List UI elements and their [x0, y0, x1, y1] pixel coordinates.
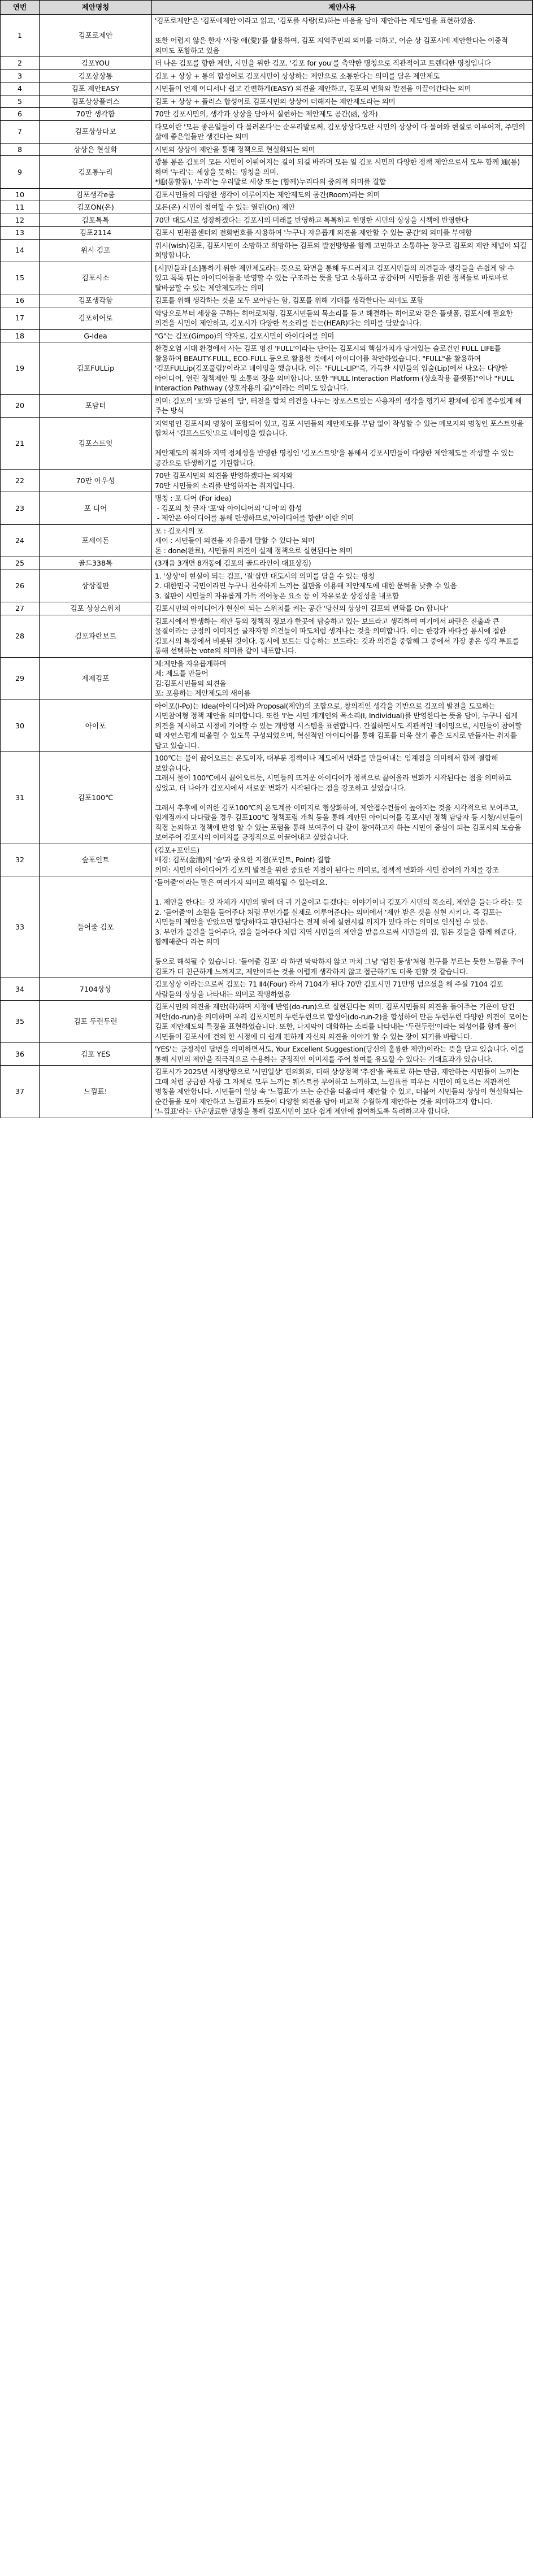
proposal-reason: 광통 통은 김포의 모든 시민이 이뤄어지는 길이 되길 바라며 모든 일 김포 시민의 다양한 정책 제안으로서 모두 함께 通(통)하며 '누리'는 세상을 뜻하는 명칭을 의미. *通(통할통), '누리'는 우리말로 세상 또는 (함께)누리다의 중의적 의미를 결합: [155, 158, 520, 186]
table-row: [1, 95, 533, 108]
proposal-name: 위시 김포: [40, 239, 152, 262]
proposal-name: 김포2114: [40, 227, 152, 240]
proposal-reason-cell: [152, 978, 533, 1001]
table-row: [1, 329, 533, 342]
proposal-reason: 의미: 김포의 '포'와 담론의 '담', 터전을 합쳐 의견을 나누는 장포스트있는 사용자의 생각을 형기서 활체에 쉽게 볼수있게 해 주는 방식: [155, 396, 524, 415]
proposal-reason: 'YES'는 긍정적인 답변을 의미하면서도, Your Excellent Suggestion(당신의 훌륭한 제안)이라는 뜻을 담고 있습니다. 이를 통해 시민의 제안을 적극적으로 수용하는 긍정적인 이미지를 주어 참여를 유도할 수 있다는 기대효과가 있습니다.: [155, 1045, 527, 1063]
header-row: [1, 1, 533, 15]
proposal-reason: '들어줄'이라는 말은 여러가지 의미로 해석될 수 있는데요. 1. 제안을 한다는 것 자체가 시민의 말에 더 귀 기울이고 듣겠다는 이야기이니 김포가 시민의 목소리, 제안을 들는다 라는 뜻 2. '들어줄'이 소원을 들어주다 처럼 무언가를 실제로 이루어준다는 의미에서 '제안 받은 것을 실현 시키다. 즉 김포는 시민들의 제안을 받았으면 합당하다고 판단된다는 전제 하에 실현시킬 의지가 있다 라는 의미로 인식될 수 있음. 3. 무언가 물건을 들어주다, 짐을 들어주다 처럼 지역 시민들의 제안을 받음으로써 시민들의 짐, 힘든 것들을 함께 해준다, 함께해준다 라는 의미 등으로 해석될 수 있습니다. '들어줄 김포' 라 하면 막막하지 않고 마치 그냥 '엄친 동생'처럼 친구를 부르는 듯한 느낌을 주어 김포가 더 친근하게 느껴지고, 제안이라는 것을 어렵게 생각하지 않고 접근하기도 더욱 편할 것 같습니다.: [155, 878, 524, 976]
table-row: [1, 262, 533, 294]
proposal-name: 느낌표!: [40, 1066, 152, 1118]
proposal-reason: [시]민들과 [소]통하기 위한 제안제도라는 뜻으로 화면을 통해 두드러지고 김포시민들의 의견들과 생각들을 손쉽게 알 수 있고 톡톡 튀는 아이디어들을 반영할 수 있는 구조라는 뜻을 담고 소통하고 공감하며 시민들을 위한 정책들로 바로바로 탈바꿈할 수 있는 제안제도라는 의미: [155, 263, 516, 292]
proposal-name: 70만 아우성: [40, 470, 152, 492]
proposal-reason: 김포시가 2025년 시정방향으로 '시민일상' 편의화와, 더해 상상정책 '추진'을 목표로 하는 만큼, 제안하는 시민들이 느끼는 그때 처럼 궁금한 사항 그 자체로 모두 느끼는 퀘스트를 부여하고 느끼하고, 느낌표를 띠우는 시민이 떠오르는 직관적인 명칭을 제안합니다. 시민들이 일상 속 '느낌표'가 뜨는 순간을 떠올리며 제안할 수 있고, 더불어 시민들의 상상이 현실화되는 순간들을 모아 제안하고 느낌표가 뜨듯이 다양한 의견을 담아 비교적 수월하게 제안하는 것을 의미하고자 합니다. '느낌표'라는 단순명료한 명칭을 통해 김포시민이 보다 쉽게 제안에 참여하도록 독려하고자 합니다.: [155, 1067, 525, 1115]
table-row: [1, 978, 533, 1001]
proposal-reason-cell: [152, 1043, 533, 1066]
proposal-name: 김포로제안: [40, 15, 152, 57]
row-number: 16: [1, 294, 40, 307]
proposal-reason-cell: [152, 239, 533, 262]
row-number: 21: [1, 417, 40, 470]
proposal-reason-cell: [152, 342, 533, 395]
proposal-reason-cell: [152, 524, 533, 557]
table-row: [1, 156, 533, 189]
table-row: [1, 752, 533, 844]
proposal-reason: 김포시 민원콜센터의 전화번호를 사용하여 '누구나 자유롭게 의견을 제안할 수 있는 공간'의 의미를 부여함: [155, 228, 472, 237]
table-row: [1, 227, 533, 240]
row-number: 29: [1, 657, 40, 700]
table-row: [1, 602, 533, 615]
proposal-reason-cell: [152, 1066, 533, 1118]
proposal-name: 김포상상플러스: [40, 95, 152, 108]
proposal-reason-cell: [152, 329, 533, 342]
row-number: 19: [1, 342, 40, 395]
table-row: [1, 615, 533, 657]
header-desc: 제안사유: [152, 1, 533, 15]
proposal-name: 포 디어: [40, 492, 152, 525]
proposal-reason-cell: [152, 156, 533, 189]
proposal-reason: 김포시민의 아이디어가 현실이 되는 스위치를 켜는 공간 '당신의 상상이 김포의 변화를 On 합니다': [155, 604, 448, 612]
proposal-reason-cell: [152, 214, 533, 227]
proposal-reason: 김포 + 상상 + 플러스 합성어로 김포시민의 상상이 더해지는 제안제도라는 의미: [155, 97, 396, 106]
proposal-reason-cell: [152, 262, 533, 294]
proposal-reason-cell: [152, 844, 533, 876]
proposal-reason: 지역명인 김포시의 명칭이 포함되어 있고, 김포 시민들의 제안제도를 부담 없이 작성할 수 있는 메모지의 명칭인 포스트잇을 합쳐서 '김포스트잇'으로 네이밍을 했습니다. 제안제도의 취지와 지역 정체성을 반영한 명칭인 '김포스트잇'을 통해서 김포시민들이 다양한 제안제도를 작성할 수 있는 공간으로 탄생하기를 기원합니다.: [155, 419, 524, 467]
table-row: [1, 1001, 533, 1043]
proposal-reason: 제:제안을 자유롭게하며 제: 제도를 만들어 김:김포시민들의 의견을 포: 포용하는 제안제도의 새이름: [155, 659, 251, 697]
row-number: 37: [1, 1066, 40, 1118]
row-number: 9: [1, 156, 40, 189]
proposal-name: 김포 상상스위치: [40, 602, 152, 615]
table-row: [1, 120, 533, 143]
proposal-reason-cell: [152, 700, 533, 752]
proposal-name: 김포상상통: [40, 69, 152, 82]
proposal-reason: 김포시민들의 다양한 생각이 이루어지는 제안제도의 공간(Room)라는 의미: [155, 190, 380, 199]
proposal-reason-cell: [152, 557, 533, 570]
proposal-reason-cell: [152, 615, 533, 657]
proposal-reason: 환경오염 시대 환경에서 사는 김포 명진 'FULL'이라는 단어는 김포시의 핵심가치가 담겨있는 슬로건인 FULL LIFE를 활용하여 BEAUTY-FULL, ECO-FULL 등으로 활용한 것에서 아이디어를 착안하였습니다. "FULL"을 활용하여 '김포FULLip(김포풀립)'이라고 네이밍을 했습니다. 이는 "FULL-LIP"즉, 가득찬 시민들의 입술(Lip)에서 나오는 다양한 아이디어, 열린 정책제안 및 소통의 장을 의미합니다. 또한 "FULL Interaction Platform (상호작용 플랫폼)"이나 "FULL Interaction Pathway (상호작용의 길)"이라는 의미도 있습니다.: [155, 344, 516, 392]
table-row: [1, 394, 533, 417]
proposal-reason: 김포를 위해 생각하는 것을 모두 모아담는 함, 김포를 위해 기대를 생각한다는 의미도 포함: [155, 296, 424, 305]
row-number: 4: [1, 82, 40, 95]
proposal-reason-cell: [152, 108, 533, 121]
proposal-reason: 김포시민의 의견을 제안(하)하며 시정에 반영(do-run)으로 실현된다는 의미. 김포시민들의 의견을 들어주는 기운이 담긴 제안(do-run)을 의미하며 우리 김포시민의 두런두런으로 합성어(do-run-2)을 합성하여 만든 두런두런 다양한 의견이 모이는 김포 제안제도의 특징을 표현하였습니다. 또한, 나지막이 대화하는 소리를 나타내는 '두런두런'이라는 의성어를 함께 품어 시민들이 김포시에 건의 한 시정에 더 쉽게 편하게 자신의 의견을 이야기 할 수 있는 장이 되기를 바랍니다.: [155, 1002, 531, 1041]
proposal-name: 김포톡톡: [40, 214, 152, 227]
proposal-reason-cell: [152, 657, 533, 700]
proposal-reason-cell: [152, 188, 533, 201]
proposal-reason: 시민들이 언제 어디서나 쉽고 간편하게(EASY) 의견을 제안하고, 김포의 변화와 발전을 이끌어간다는 의미: [155, 84, 471, 93]
proposal-name: 김포ON(온): [40, 201, 152, 214]
proposal-name: 김포통누리: [40, 156, 152, 189]
proposal-name: 김포스트잇: [40, 417, 152, 470]
row-number: 32: [1, 844, 40, 876]
row-number: 10: [1, 188, 40, 201]
proposal-reason-cell: [152, 95, 533, 108]
table-row: [1, 69, 533, 82]
table-row: [1, 1066, 533, 1118]
proposal-reason: 아이포(I-Po)는 Idea(아이디어)와 Proposal(제안)의 조합으로, 창의적인 생각을 기반으로 김포의 발전을 도모하는 시민참여형 정책 제안을 의미합니다. 또한 'I'는 시민 개개인의 목소리(I, Individual)를 반영한다는 뜻을 담아, 누구나 쉽게 의견을 제시하고 시정에 기여할 수 있는 개방형 시스템을 표현합니다. 간결하면서도 직관적인 네이밍으로, 시민들이 참여할 때 자연스럽게 떠올릴 수 있도록 구성되었으며, 혁신적인 아이디어를 통해 김포를 더욱 살기 좋은 도시로 만들자는 취지를 담고 있습니다.: [155, 701, 524, 750]
row-number: 2: [1, 57, 40, 70]
proposal-name: 70만 생각함: [40, 108, 152, 121]
row-number: 7: [1, 120, 40, 143]
proposal-reason-cell: [152, 394, 533, 417]
proposal-name: 제제김포: [40, 657, 152, 700]
proposal-reason: 모든(온) 시민이 참여할 수 있는 열린(On) 제안: [155, 203, 295, 211]
proposal-name: 숲포인트: [40, 844, 152, 876]
row-number: 34: [1, 978, 40, 1001]
table-row: [1, 307, 533, 329]
row-number: 1: [1, 15, 40, 57]
table-row: [1, 570, 533, 602]
row-number: 30: [1, 700, 40, 752]
proposal-reason: '김포로제안'은 '김포에제안'이라고 읽고, '김포를 사랑(로)하는 마음을 담아 제안하는 제도'임을 표현하였음. 또한 어렵지 않은 한자 '사랑 애(愛)'를 활용하여, 김포 지역주민의 의미를 더하고, 어순 상 김포시에 제안한다는 이중적 의미도 포함하고 있음: [155, 16, 508, 55]
proposal-reason-cell: [152, 470, 533, 492]
table-row: [1, 239, 533, 262]
row-number: 13: [1, 227, 40, 240]
row-number: 22: [1, 470, 40, 492]
proposal-name: 김포생각함: [40, 294, 152, 307]
table-row: [1, 201, 533, 214]
table-row: [1, 700, 533, 752]
row-number: 33: [1, 876, 40, 978]
proposal-reason-cell: [152, 120, 533, 143]
proposal-reason-cell: [152, 82, 533, 95]
row-number: 18: [1, 329, 40, 342]
row-number: 36: [1, 1043, 40, 1066]
proposal-reason: 김포시에서 발생하는 제안 등의 정책적 정보가 한곳에 탑승하고 있는 보트라고 생각하여 여기에서 파란은 진출과 큰 물결이라는 긍정의 이미지를 글자자형 의견들이 파도처럼 생겨나는 것을 의미합니다. 이는 한강과 바다를 통시에 접한 김포시의 특징에서 비롯된 것이다. 동시에 보트는 탑승하는 보트라는 것과 의견을 중합해 그 중에서 가장 좋은 생각 투표를 통해 선택하는 vote의 의미를 같이 내포합니다.: [155, 616, 522, 655]
proposal-name: 들어줄 김포: [40, 876, 152, 978]
proposal-name: 김포 제안EASY: [40, 82, 152, 95]
table-row: [1, 492, 533, 525]
table-row: [1, 557, 533, 570]
row-number: 15: [1, 262, 40, 294]
proposal-reason: 김포 + 상상 + 통의 합성어로 김포시민이 상상하는 제안으로 소통한다는 의미를 담은 제안제도: [155, 71, 440, 80]
proposal-reason-cell: [152, 227, 533, 240]
row-number: 17: [1, 307, 40, 329]
proposal-reason: 악당으로부터 세상을 구하는 히어로처럼, 김포시민들의 목소리를 듣고 해결하는 히어로와 같은 플랫폼, 김포시에 필요한 의견을 시민이 제안하고, 김포시가 다양한 목소리를 듣는(HEAR)다는 의미를 담았습니다.: [155, 309, 515, 327]
proposal-reason-cell: [152, 417, 533, 470]
proposal-reason: "G"는 김포(Gimpo)의 약자로, 김포시민이 아이디어를 의미: [155, 331, 335, 340]
header-no: 연번: [1, 1, 40, 15]
proposal-reason: 다모이란 '모든 좋은일들이 다 몰려온다'는 순우리말로써, 김포상상다모란 시민의 상상이 다 몰여와 현실로 이루어져, 주민의 삶에 좋은일들만 생긴다는 의미: [155, 122, 527, 141]
row-number: 8: [1, 143, 40, 156]
proposal-reason: 김포상상 이라는으로써 김포는 71 Ⅱ4(Four) 라서 7104가 된다 70만 김포시민 71만명 넘으셨을 해 주실 7104 김포 사람들의 상상을 나타내는 의미로 작명하였음: [155, 980, 505, 998]
table-row: [1, 342, 533, 395]
proposal-name: 7104상상: [40, 978, 152, 1001]
row-number: 5: [1, 95, 40, 108]
table-row: [1, 417, 533, 470]
proposal-reason-cell: [152, 1001, 533, 1043]
row-number: 12: [1, 214, 40, 227]
row-number: 35: [1, 1001, 40, 1043]
proposal-name: 아이포: [40, 700, 152, 752]
proposal-name: 상상은 현실화: [40, 143, 152, 156]
proposal-reason-cell: [152, 57, 533, 70]
table-row: [1, 657, 533, 700]
proposal-name: 김포시소: [40, 262, 152, 294]
table-row: [1, 1043, 533, 1066]
table-row: [1, 108, 533, 121]
header-name: 제안명칭: [40, 1, 152, 15]
proposal-name: 상상질판: [40, 570, 152, 602]
row-number: 20: [1, 394, 40, 417]
proposal-reason: 시민의 상상이 제안을 통해 정책으로 현실화되는 의미: [155, 145, 315, 154]
proposal-reason-cell: [152, 570, 533, 602]
proposal-name: 골드338톡: [40, 557, 152, 570]
proposal-reason-cell: [152, 602, 533, 615]
proposal-reason: 1. '상상'이 현실이 되는 김포, '질'삽만 대도시의 의미를 담을 수 있는 명칭 2. 대한민국 국민이라면 누구나 친숙하게 느끼는 질판을 이용해 제안제도에 대한 문턱을 낮출 수 있음 3. 질판이 시민들의 자유롭게 가득 적어놓은 요소 등 이 자유로운 상징성을 내포함: [155, 571, 457, 600]
proposal-name: 김포파란보트: [40, 615, 152, 657]
row-number: 6: [1, 108, 40, 121]
proposal-name: 김포 두런두런: [40, 1001, 152, 1043]
table-row: [1, 876, 533, 978]
table-row: [1, 82, 533, 95]
row-number: 27: [1, 602, 40, 615]
proposal-reason: (3개읍 3개면 8개동에 김포의 골드라인이 대표상징): [155, 559, 311, 567]
table-row: [1, 294, 533, 307]
proposal-name: G-Idea: [40, 329, 152, 342]
row-number: 31: [1, 752, 40, 844]
row-number: 3: [1, 69, 40, 82]
proposal-name: 김포100℃: [40, 752, 152, 844]
table-row: [1, 188, 533, 201]
proposal-name: 김포FULLip: [40, 342, 152, 395]
proposal-reason: 70만 김포시민의, 생각과 상상을 담아서 실현하는 제안제도 공간(函, 상자): [155, 110, 378, 118]
proposal-name: 포세이돈: [40, 524, 152, 557]
proposal-reason: 더 나은 김포를 향한 제안, 시민을 위한 김포. '김포 for you'를 축약한 명칭으로 직관적이고 트렌디한 명칭임니다: [155, 59, 491, 67]
proposal-reason: 100℃는 물이 끓어오르는 온도이자, 대부분 정책이나 제도에서 변화를 만들어내는 임계점을 의미해서 함께 결합해 보았습니다. 그래서 물이 100℃에서 끓어오르듯, 시민들의 뜨거운 아이디어가 정책으로 끓어올라 변화가 시작된다는 점을 의미하고 싶었고, 더 나아가 김포시에서 새로운 변화가 시작된다는 점을 강조하고 싶었습니다. 그래서 추후에 이러한 김포100℃의 온도계를 이미지로 형상화하여, 제안접수건들이 높아지는 것을 시각적으로 보여주고, 임계점까지 다다랐을 경우 김포100℃ 정책포럼 개최 등을 통해 제안된 아이디어를 김포시민 정책 담당자 등 시청/시민들이 직접 논의하고 정책에 반영 할 수 있는 포럼을 통해 보여주어 다 같이 참여하고자 하는 시민이 중심이 되는 김포시의 모습을 보여주어 김포시의 이미지를 긍정적으로 이끌어내고 싶었습니다.: [155, 754, 523, 841]
table-row: [1, 15, 533, 57]
row-number: 11: [1, 201, 40, 214]
proposal-reason-cell: [152, 201, 533, 214]
proposal-reason-cell: [152, 15, 533, 57]
table-row: [1, 524, 533, 557]
proposal-reason: (김포+포인트) 배경: 김포(金浦)의 '숲'과 중요한 지점(포인트, Point) 결합 의미: 시민의 아이디어가 김포의 발전을 위한 중요한 지점이 된다는 의미로, 정책적 변화와 시민 참여의 가치를 강조: [155, 845, 500, 874]
table-row: [1, 57, 533, 70]
proposal-reason-cell: [152, 294, 533, 307]
proposal-name: 김포YOU: [40, 57, 152, 70]
proposal-reason: 70만 김포시민의 의견을 반영하겠다는 의지와 70만 시민들의 소리를 반영하자는 취지입니다.: [155, 471, 295, 490]
table-body: [1, 15, 533, 1118]
row-number: 23: [1, 492, 40, 525]
proposal-reason-cell: [152, 752, 533, 844]
proposal-reason: 70만 대도시로 성장하겠다는 김포시의 미래를 반영하고 톡톡하고 현명한 시민의 상상을 시책에 반영한다: [155, 215, 468, 224]
table-row: [1, 143, 533, 156]
proposal-reason-cell: [152, 492, 533, 525]
row-number: 26: [1, 570, 40, 602]
proposal-reason: 위시(wish)김포, 김포시민이 소망하고 희망하는 김포의 발전방향을 함께 고민하고 소통하는 창구로 김포의 제안 채널이 되길 희망합니다.: [155, 241, 529, 259]
row-number: 28: [1, 615, 40, 657]
proposal-table: [0, 0, 533, 1118]
proposal-name: 김포생각e룸: [40, 188, 152, 201]
proposal-reason: 포 : 김포시의 포 세이 : 시민들이 의견을 자유롭게 말할 수 있다는 의미 돈 : done(완료), 시민들의 의견이 실제 정책으로 실현된다는 의미: [155, 526, 353, 555]
proposal-reason-cell: [152, 143, 533, 156]
row-number: 14: [1, 239, 40, 262]
table-row: [1, 844, 533, 876]
row-number: 24: [1, 524, 40, 557]
proposal-reason: 명칭 : 포 디어 (For idea) - 김포의 첫 글자 '포'와 아이디어의 '디어'의 합성 - 제안은 아이디어를 통해 탄생하므로,'아이디어를 향한' 이란 의미: [155, 494, 354, 522]
proposal-reason-cell: [152, 307, 533, 329]
table-row: [1, 470, 533, 492]
proposal-name: 포담터: [40, 394, 152, 417]
proposal-name: 김포히어로: [40, 307, 152, 329]
table-row: [1, 214, 533, 227]
proposal-name: 김포상상다모: [40, 120, 152, 143]
proposal-name: 김포 YES: [40, 1043, 152, 1066]
row-number: 25: [1, 557, 40, 570]
proposal-reason-cell: [152, 876, 533, 978]
proposal-reason-cell: [152, 69, 533, 82]
